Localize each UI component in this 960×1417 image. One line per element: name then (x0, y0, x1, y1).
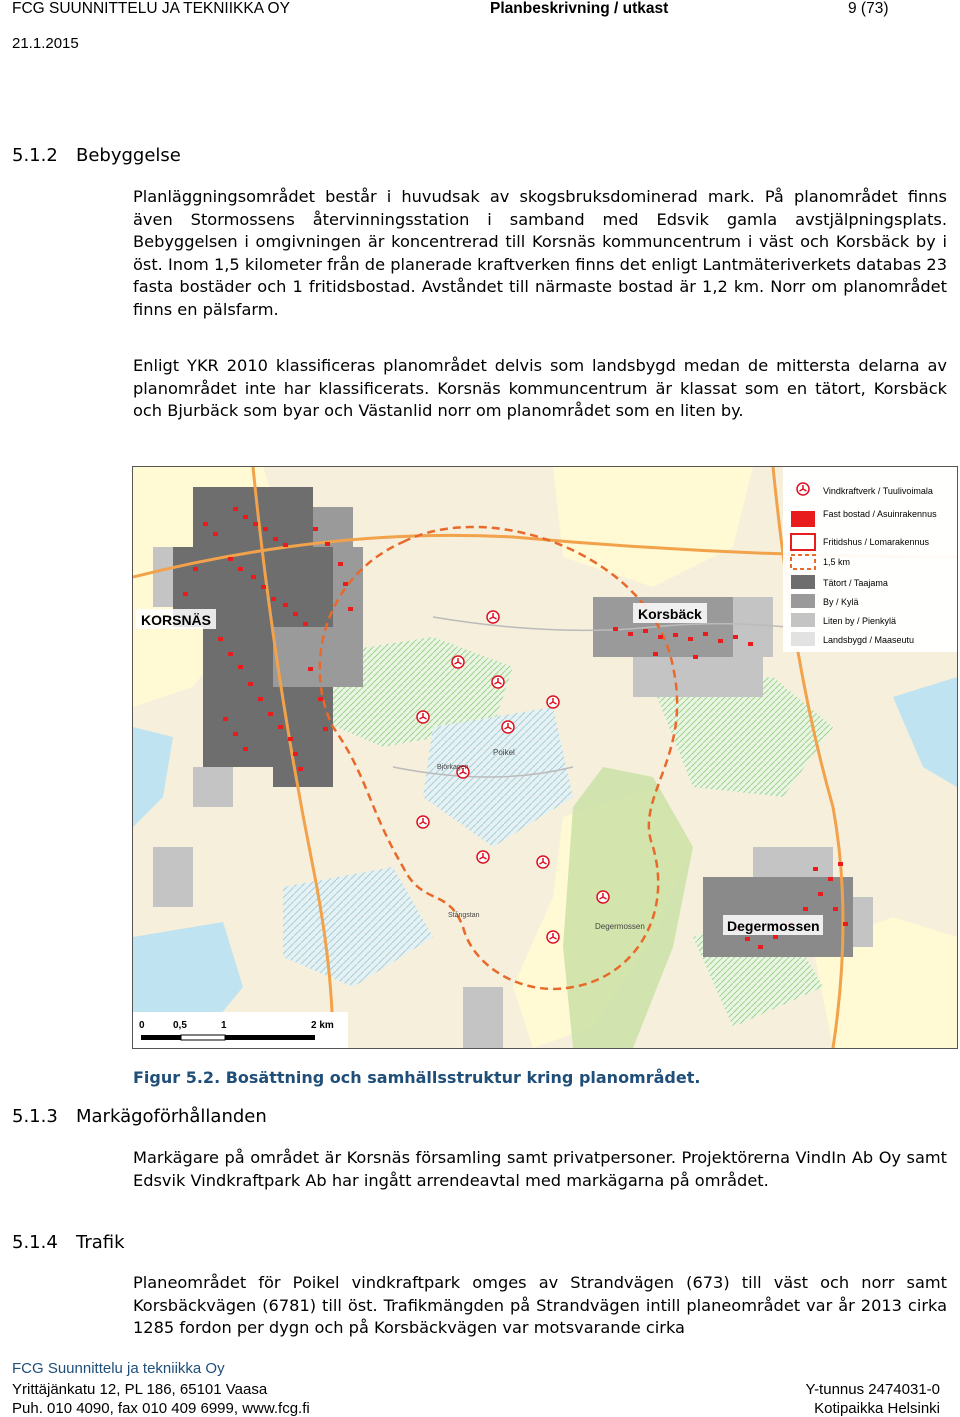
section-number: 5.1.4 (12, 1232, 58, 1253)
legend-label-holiday-home: Fritidshus / Lomarakennus (823, 537, 930, 547)
footer-business-id: Y-tunnus 2474031-0 (805, 1381, 940, 1398)
label-bjorkagen: Björkagen (437, 764, 469, 771)
section-number: 5.1.2 (12, 145, 58, 166)
legend-swatch-by (791, 594, 815, 608)
section-title: Markägoförhållanden (76, 1106, 267, 1127)
scale-tick-1: 1 (221, 1020, 227, 1031)
legend-label-house: Fast bostad / Asuinrakennus (823, 509, 937, 519)
footer-address: Yrittäjänkatu 12, PL 186, 65101 Vaasa (12, 1381, 268, 1398)
legend-label-by: By / Kylä (823, 597, 859, 607)
legend-swatch-landsbygd (791, 632, 815, 646)
footer-domicile: Kotipaikka Helsinki (814, 1400, 940, 1417)
legend-swatch-liten-by (791, 613, 815, 627)
figure-caption: Figur 5.2. Bosättning och samhällsstruktur kring planområdet. (133, 1068, 701, 1087)
scale-tick-0: 0 (139, 1020, 145, 1031)
scale-bar (133, 1012, 348, 1048)
section-heading-markagoforhallanden (12, 1106, 267, 1127)
scale-tick-0-5: 0,5 (173, 1020, 187, 1031)
paragraph-trafik: Planeområdet för Poikel vindkraftpark omges av Strandvägen (673) till väst och norr samt Korsbäckvägen (6781) till öst. Trafikmängden på Strandvägen intill planeområdet var år 2013 cirka 1285 fordon per dygn och på Korsbäckvägen var motsvarande cirka (133, 1273, 947, 1338)
label-stangstan: Stångstan (448, 912, 480, 919)
header-date: 21.1.2015 (12, 35, 79, 52)
legend-label-tatort: Tätort / Taajama (823, 578, 888, 588)
section-heading-bebyggelse (12, 145, 181, 166)
legend-swatch-house (791, 511, 815, 527)
paragraph-markagoforhallanden: Markägare på området är Korsnäs församling samt privatpersoner. Projektörerna VindIn Ab Oy samt Edsvik Vindkraftpark Ab har ingått arrendeavtal med markägarna på området. (133, 1148, 947, 1190)
legend-label-buffer: 1,5 km (823, 557, 851, 567)
label-poikel: Poikel (493, 748, 515, 757)
legend-swatch-buffer (791, 555, 815, 569)
section-title: Bebyggelse (76, 145, 181, 166)
section-number: 5.1.3 (12, 1106, 58, 1127)
settlement-cell (153, 847, 193, 907)
section-title: Trafik (76, 1232, 125, 1253)
scale-tick-2km: 2 km (311, 1020, 334, 1031)
legend-swatch-holiday-home (791, 534, 815, 550)
legend-label-liten-by: Liten by / Pienkylä (823, 616, 897, 626)
paragraph-bebyggelse-1: Planläggningsområdet består i huvudsak av skogsbruksdominerad mark. På planområdet finns även Stormossens återvinningsstation i samband med Edsvik gamla avstjälpningsplats. Bebyggelsen i omgivningen är koncentrerad till Korsnäs kommuncentrum i väst och Korsbäck by i öst. Inom 1,5 kilometer från de planerade kraftverken finns det enligt Lantmäteriverkets databas 23 fasta bostäder och 1 fritidsbostad. Avståndet till närmaste bostad är 1,2 km. Norr om planområdet finns en pälsfarm. (133, 187, 947, 319)
header-page-number: 9 (73) (848, 0, 889, 17)
header-document-title: Planbeskrivning / utkast (490, 0, 669, 17)
footer-contact: Puh. 010 4090, fax 010 409 6999, www.fcg.fi (12, 1400, 310, 1417)
label-degermossen: Degermossen (727, 918, 820, 934)
label-degermossen-small: Degermossen (595, 922, 645, 931)
section-heading-trafik (12, 1232, 125, 1253)
header-company: FCG SUUNNITTELU JA TEKNIIKKA OY (12, 0, 290, 17)
footer-company: FCG Suunnittelu ja tekniikka Oy (12, 1360, 225, 1377)
map-legend (783, 467, 957, 652)
legend-label-landsbygd: Landsbygd / Maaseutu (823, 635, 915, 645)
label-korsback: Korsbäck (638, 606, 702, 622)
settlement-cell (463, 987, 503, 1048)
settlement-map (132, 466, 958, 1049)
paragraph-bebyggelse-2: Enligt YKR 2010 klassificeras planområdet delvis som landsbygd medan de mittersta delarna av planområdet inte har klassificerats. Korsnäs kommuncentrum är klassat som en tätort, Korsbäck och Bjurbäck som byar och Västanlid norr om planområdet som en liten by. (133, 356, 947, 421)
legend-swatch-tatort (791, 575, 815, 589)
label-korsnas: KORSNÄS (141, 612, 212, 628)
legend-label-turbine: Vindkraftverk / Tuulivoimala (823, 486, 933, 496)
